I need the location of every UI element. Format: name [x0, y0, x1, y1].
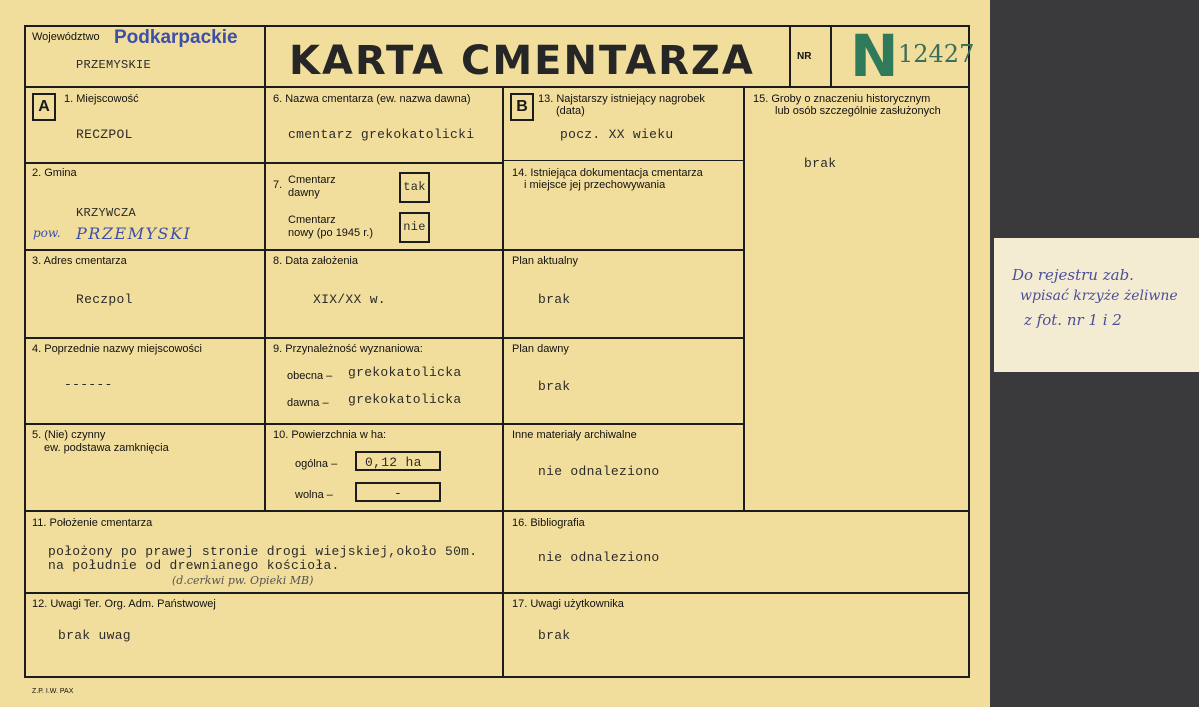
f7-nowy-value: nie [399, 212, 430, 243]
b-divider [502, 160, 745, 161]
row-divider-5 [24, 510, 970, 512]
note-line1: Do rejestru zab. [1012, 266, 1134, 284]
f9-label: 9. Przynależność wyznaniowa: [273, 343, 423, 355]
wojewodztwo-value: PRZEMYSKIE [76, 58, 152, 72]
row-divider-4 [24, 423, 745, 425]
f10-ogolna-value: 0,12 ha [355, 451, 441, 471]
card-title: KARTA CMENTARZA [289, 38, 755, 84]
f10-ogolna-label: ogólna – [295, 458, 338, 470]
nr-divider-right [830, 25, 832, 88]
f11-value-line1: położony po prawej stronie drogi wiejskiej,około 50m. [48, 544, 478, 559]
f4-value: ------ [64, 377, 113, 392]
col-divider-3 [743, 86, 745, 511]
f15-label-line1: 15. Groby o znaczeniu historycznym [753, 93, 931, 105]
f7-nowy-label-2: nowy (po 1945 r.) [288, 227, 373, 239]
f6-value: cmentarz grekokatolicki [288, 127, 475, 142]
f7-dawny-value: tak [399, 172, 430, 203]
f11-value-line2: na południe od drewnianego kościoła. [48, 558, 340, 573]
f14-label-line1: 14. Istniejąca dokumentacja cmentarza [512, 167, 703, 179]
f10-wolna-value: - [355, 482, 441, 502]
f15-value: brak [804, 156, 837, 171]
f13-label-line1: 13. Najstarszy istniejący nagrobek [538, 93, 705, 105]
f7-dawny-label-2: dawny [288, 187, 320, 199]
f5-label-line1: 5. (Nie) czynny [32, 429, 106, 441]
f7-label: 7. [273, 179, 283, 191]
f9-obecna-label: obecna – [287, 370, 333, 382]
f4-label: 4. Poprzednie nazwy miejscowości [32, 343, 202, 355]
handwritten-note [994, 238, 1199, 372]
nr-label: NR [797, 51, 812, 62]
f17-label: 17. Uwagi użytkownika [512, 598, 624, 610]
wojewodztwo-stamp: Podkarpackie [114, 27, 238, 48]
row-divider-3 [24, 337, 745, 339]
border-right [968, 25, 970, 678]
f13-value: pocz. XX wieku [560, 127, 674, 142]
f17-value: brak [538, 628, 571, 643]
f10-label: 10. Powierzchnia w ha: [273, 429, 387, 441]
f6-label: 6. Nazwa cmentarza (ew. nazwa dawna) [273, 93, 471, 105]
f8-label: 8. Data założenia [273, 255, 358, 267]
nr-letter: N [850, 22, 899, 90]
f9-dawna-value: grekokatolicka [348, 392, 462, 407]
footer-print-mark: Z.P. I.W. PAX [32, 688, 74, 695]
f7-dawny-label-1: Cmentarz [288, 174, 336, 186]
inne-value: nie odnaleziono [538, 464, 660, 479]
row-divider-1 [24, 162, 504, 164]
section-a-letter: A [32, 93, 56, 121]
note-line3: z fot. nr 1 i 2 [1024, 311, 1122, 329]
f1-value: RECZPOL [76, 127, 133, 142]
nr-value: 12427 [898, 40, 975, 68]
f16-label: 16. Bibliografia [512, 517, 585, 529]
plan-aktualny-label: Plan aktualny [512, 255, 579, 267]
f13-label-line2: (data) [556, 105, 585, 117]
nr-divider-left [789, 25, 791, 88]
inne-label: Inne materiały archiwalne [512, 429, 637, 441]
f7-nowy-label-1: Cmentarz [288, 214, 336, 226]
f3-label: 3. Adres cmentarza [32, 255, 127, 267]
f12-label: 12. Uwagi Ter. Org. Adm. Państwowej [32, 598, 216, 610]
row-divider-2 [24, 249, 745, 251]
f11-hand-note: (d.cerkwi pw. Opieki MB) [172, 574, 314, 587]
f2-value: KRZYWCZA [76, 206, 137, 220]
plan-aktualny-value: brak [538, 292, 571, 307]
wojewodztwo-label: Województwo [32, 31, 100, 43]
border-left [24, 25, 26, 678]
f8-value: XIX/XX w. [313, 292, 386, 307]
f12-value: brak uwag [58, 628, 131, 643]
header-divider [24, 86, 970, 88]
note-line2: wpisać krzyże żeliwne [1020, 288, 1178, 304]
f2-label: 2. Gmina [32, 167, 77, 179]
section-b-letter: B [510, 93, 534, 121]
row-divider-6 [24, 592, 970, 594]
plan-dawny-label: Plan dawny [512, 343, 569, 355]
plan-dawny-value: brak [538, 379, 571, 394]
f14-label-line2: i miejsce jej przechowywania [524, 179, 666, 191]
f15-label-line2: lub osób szczególnie zasłużonych [775, 105, 941, 117]
f1-label: 1. Miejscowość [64, 93, 139, 105]
f11-label: 11. Położenie cmentarza [32, 517, 153, 529]
f2-pow-prefix: pow. [33, 226, 61, 240]
f16-value: nie odnaleziono [538, 550, 660, 565]
f5-label-line2: ew. podstawa zamknięcia [44, 442, 169, 454]
col-divider-1 [264, 25, 266, 511]
f9-obecna-value: grekokatolicka [348, 365, 462, 380]
f9-dawna-label: dawna – [287, 397, 329, 409]
f10-wolna-label: wolna – [295, 489, 333, 501]
border-bottom [24, 676, 970, 678]
col-divider-2 [502, 86, 504, 678]
f2-pow-value: PRZEMYSKI [76, 224, 192, 243]
f3-value: Reczpol [76, 292, 133, 307]
